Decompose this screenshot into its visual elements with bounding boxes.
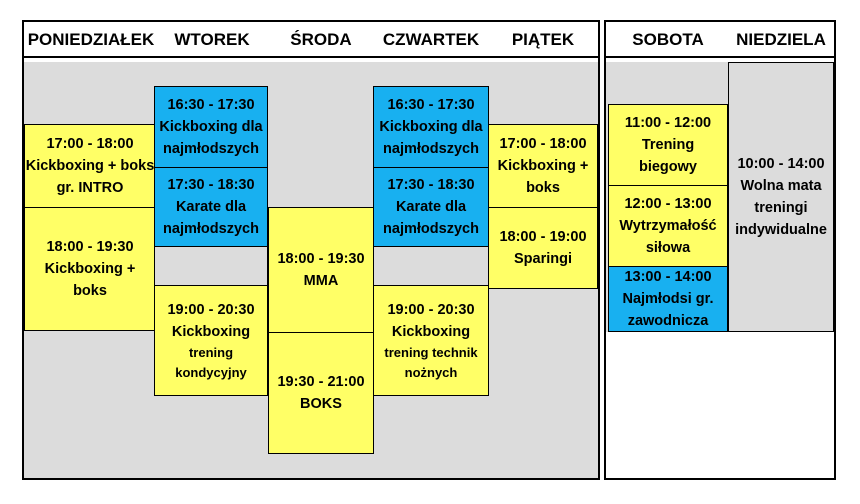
empty-slot xyxy=(154,246,268,286)
class-name: Kickboxing xyxy=(391,323,471,340)
class-block xyxy=(24,207,156,331)
class-name: Kickboxing xyxy=(171,323,251,340)
class-block xyxy=(154,86,268,168)
class-block xyxy=(488,124,598,208)
class-name: indywidualne xyxy=(735,222,827,238)
class-block xyxy=(373,167,489,247)
class-time: 19:30 - 21:00 xyxy=(277,374,365,390)
class-block xyxy=(24,124,156,208)
class-block xyxy=(154,167,268,247)
class-name: gr. INTRO xyxy=(56,180,124,196)
header-friday: PIĄTEK xyxy=(511,30,575,49)
class-block xyxy=(268,332,374,454)
class-time: 11:00 - 12:00 xyxy=(624,115,712,131)
class-name: nożnych xyxy=(404,364,458,380)
header-saturday: SOBOTA xyxy=(632,30,704,49)
class-name: MMA xyxy=(303,273,339,289)
class-name: Wytrzymałość xyxy=(619,218,717,234)
class-name: najmłodszych xyxy=(163,141,259,157)
class-name: Kickboxing + xyxy=(44,261,136,277)
class-block xyxy=(608,266,728,332)
class-name: siłowa xyxy=(645,240,691,256)
class-name: Trening xyxy=(641,137,695,153)
class-name: Kickboxing + boks xyxy=(25,158,155,174)
class-block xyxy=(373,285,489,396)
class-name: BOKS xyxy=(300,396,342,412)
class-name: zawodnicza xyxy=(627,313,709,329)
class-name: trening technik xyxy=(384,344,478,360)
class-block xyxy=(608,104,728,186)
class-time: 10:00 - 14:00 xyxy=(737,156,825,172)
class-time: 17:00 - 18:00 xyxy=(499,136,587,152)
header-wednesday: ŚRODA xyxy=(290,30,352,49)
class-name: Najmłodsi gr. xyxy=(622,291,714,307)
class-name: kondycyjny xyxy=(175,364,247,380)
class-block xyxy=(268,207,374,333)
class-time: 17:30 - 18:30 xyxy=(387,177,475,193)
class-time: 19:00 - 20:30 xyxy=(387,301,475,318)
class-time: 12:00 - 13:00 xyxy=(624,196,712,212)
header-tuesday: WTOREK xyxy=(174,30,250,49)
class-name: Kickboxing dla xyxy=(159,119,263,135)
class-time: 18:00 - 19:30 xyxy=(277,251,365,267)
class-time: 16:30 - 17:30 xyxy=(387,97,475,113)
class-name: Kickboxing + xyxy=(497,158,589,174)
class-block xyxy=(154,285,268,396)
class-time: 18:00 - 19:00 xyxy=(499,229,587,245)
class-time: 18:00 - 19:30 xyxy=(46,239,134,255)
class-time: 19:00 - 20:30 xyxy=(167,301,255,318)
class-time: 17:00 - 18:00 xyxy=(46,136,134,152)
class-name: Karate dla xyxy=(395,199,467,215)
class-block xyxy=(373,86,489,168)
header-sunday: NIEDZIELA xyxy=(736,30,826,49)
class-name: najmłodszych xyxy=(163,221,259,237)
class-name: boks xyxy=(73,283,107,299)
class-name: Sparingi xyxy=(513,251,572,267)
class-time: 17:30 - 18:30 xyxy=(167,177,255,193)
header-thursday: CZWARTEK xyxy=(382,30,480,49)
header-monday: PONIEDZIAŁEK xyxy=(27,30,155,49)
class-name: Wolna mata xyxy=(740,178,822,194)
class-name: boks xyxy=(526,180,560,196)
class-name: Kickboxing dla xyxy=(379,119,483,135)
empty-slot xyxy=(373,246,489,286)
class-name: biegowy xyxy=(638,159,697,175)
class-time: 16:30 - 17:30 xyxy=(167,97,255,113)
class-name: najmłodszych xyxy=(383,221,479,237)
class-block xyxy=(488,207,598,289)
class-time: 13:00 - 14:00 xyxy=(624,269,712,285)
class-name: najmłodszych xyxy=(383,141,479,157)
class-name: Karate dla xyxy=(175,199,247,215)
weekend-header-divider xyxy=(606,56,834,58)
class-name: treningi xyxy=(754,200,808,216)
weekday-header-divider xyxy=(24,56,598,58)
class-name: trening xyxy=(188,344,234,360)
class-block xyxy=(728,62,834,332)
class-block xyxy=(608,185,728,267)
